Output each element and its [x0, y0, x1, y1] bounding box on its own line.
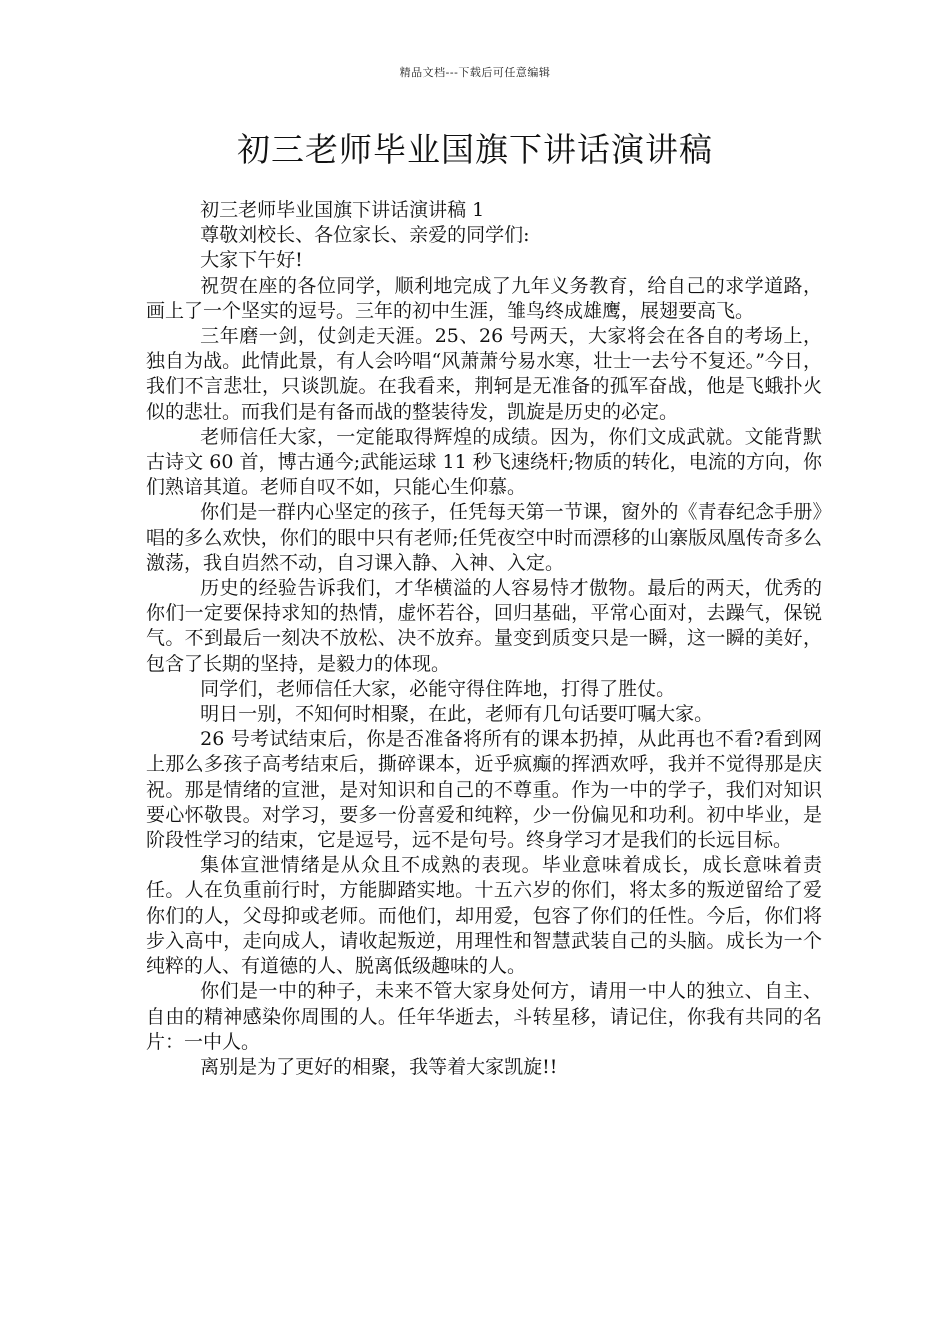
document-body: [146, 198, 822, 1080]
paragraph: 同学们，老师信任大家，必能守得住阵地，打得了胜仗。: [200, 677, 676, 700]
document-title: 初三老师毕业国旗下讲话演讲稿: [237, 130, 713, 169]
paragraph: 老师信任大家，一定能取得辉煌的成绩。因为，你们文成武就。文能背默古诗文 60 首，博古通今;武能运球 11 秒飞速绕杆;物质的转化，电流的方向，你们熟谙其道。老师自叹不如，只能心生仰慕。: [146, 425, 822, 499]
paragraph: 大家下午好!: [200, 249, 303, 272]
paragraph: 明日一别，不知何时相聚，在此，老师有几句话要叮嘱大家。: [200, 703, 714, 726]
paragraph: 尊敬刘校长、各位家长、亲爱的同学们:: [200, 224, 530, 247]
paragraph: 离别是为了更好的相聚，我等着大家凯旋!!: [200, 1055, 558, 1078]
paragraph: 三年磨一剑，仗剑走天涯。25、26 号两天，大家将会在各自的考场上，独自为战。此情此景，有人会吟唱“风萧萧兮易水寒，壮士一去兮不复还。”今日，我们不言悲壮，只谈凯旋。在我看来，荆轲是无准备的孤军奋战，他是飞蛾扑火似的悲壮。而我们是有备而战的整装待发，凯旋是历史的必定。: [146, 325, 822, 423]
paragraph: 初三老师毕业国旗下讲话演讲稿 1: [200, 199, 485, 221]
paragraph: 历史的经验告诉我们，才华横溢的人容易恃才傲物。最后的两天，优秀的你们一定要保持求知的热情，虚怀若谷，回归基础，平常心面对，去躁气，保锐气。不到最后一刻决不放松、决不放弃。量变到质变只是一瞬，这一瞬的美好，包含了长期的坚持，是毅力的体现。: [146, 577, 822, 675]
paragraph: 你们是一中的种子，未来不管大家身处何方，请用一中人的独立、自主、自由的精神感染你周围的人。任年华逝去，斗转星移，请记住，你我有共同的名片：一中人。: [146, 980, 822, 1053]
paragraph: 26 号考试结束后，你是否准备将所有的课本扔掉，从此再也不看?看到网上那么多孩子高考结束后，撕碎课本，近乎疯癫的挥洒欢呼，我并不觉得那是庆祝。那是情绪的宣泄，是对知识和自己的不尊重。作为一中的学子，我们对知识要心怀敬畏。对学习，要多一份喜爱和纯粹，少一份偏见和功利。初中毕业，是阶段性学习的结束，它是逗号，远不是句号。终身学习才是我们的长远目标。: [146, 728, 822, 852]
paragraph: 你们是一群内心坚定的孩子，任凭每天第一节课，窗外的《青春纪念手册》唱的多么欢快，你们的眼中只有老师;任凭夜空中时而漂移的山寨版凤凰传奇多么激荡，我自岿然不动，自习课入静、入神、入定。: [146, 501, 822, 574]
paragraph: 祝贺在座的各位同学，顺利地完成了九年义务教育，给自己的求学道路，画上了一个坚实的逗号。三年的初中生涯，雏鸟终成雄鹰，展翅要高飞。: [146, 274, 822, 322]
document-header-watermark: 精品文档---下载后可任意编辑: [399, 66, 551, 79]
paragraph: 集体宣泄情绪是从众且不成熟的表现。毕业意味着成长，成长意味着责任。人在负重前行时，方能脚踏实地。十五六岁的你们，将太多的叛逆留给了爱你们的人，父母抑或老师。而他们，却用爱，包容了你们的任性。今后，你们将步入高中，走向成人，请收起叛逆，用理性和智慧武装自己的头脑。成长为一个纯粹的人、有道德的人、脱离低级趣味的人。: [146, 854, 822, 978]
